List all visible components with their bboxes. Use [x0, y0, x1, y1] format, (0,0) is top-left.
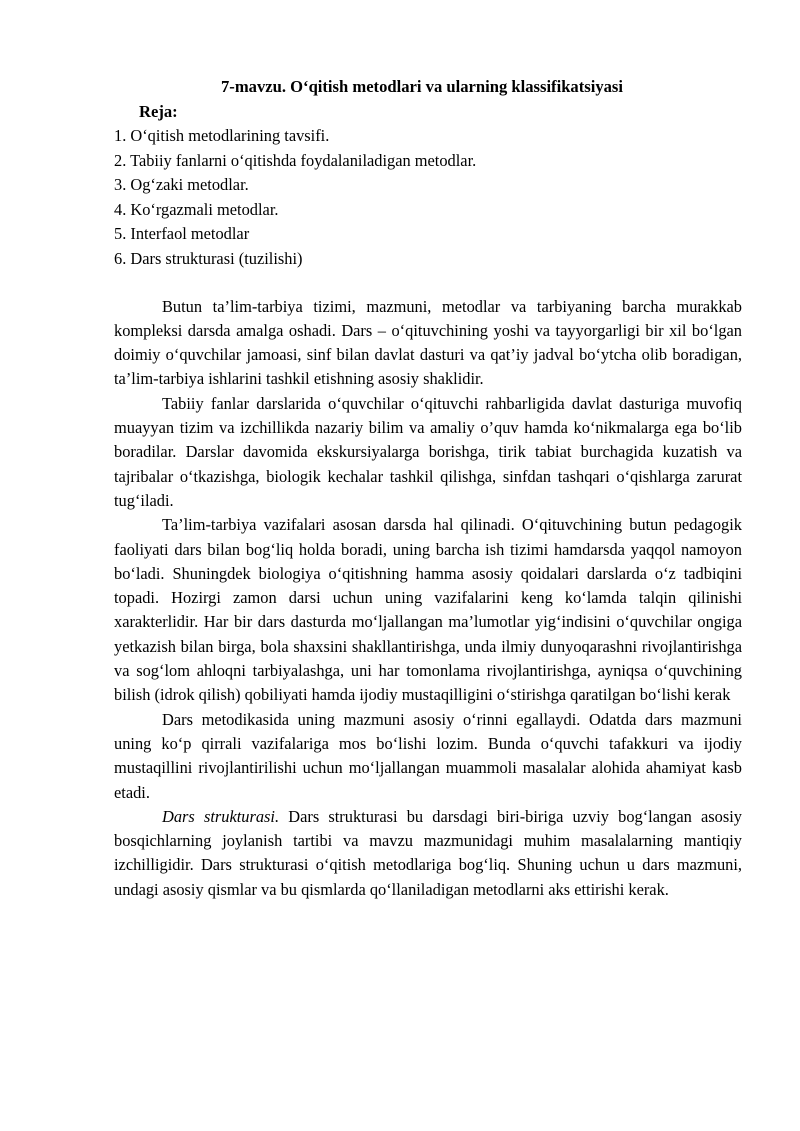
plan-item: 5. Interfaol metodlar [114, 224, 250, 244]
plan-list [114, 124, 742, 272]
plan-item: 2. Tabiiy fanlarni o‘qitishda foydalaniladigan metodlar. [114, 150, 477, 170]
plan-item: 6. Dars strukturasi (tuzilishi) [114, 248, 303, 268]
plan-item: 4. Ko‘rgazmali metodlar. [114, 199, 279, 219]
plan-item: 3. Og‘zaki metodlar. [114, 175, 249, 195]
paragraph-text: Dars strukturasi bu darsdagi biri-biriga uzviy bog‘langan asosiy bosqichlarning joylanish tartibi va mavzu mazmunidagi muhim masalalarning mantiqiy izchilligidir. Dars strukturasi o‘qitish metodlariga bog‘liq. Shuning uchun u dars mazmuni, undagi asosiy qismlar va bu qismlarda qo‘llaniladigan metodlarni aks ettirishi kerak. [114, 806, 742, 899]
document-page [114, 74, 742, 902]
body-paragraph: Dars metodikasida uning mazmuni asosiy o‘rinni egallaydi. Odatda dars mazmuni uning ko‘p qirrali vazifalariga mos bo‘lishi lozim. Bunda o‘quvchi tafakkuri va ijodiy mustaqillini rivojlantirilishi uchun mo‘ljallangan muammoli masalalar alohida ahamiyat kasb etadi. [114, 709, 742, 802]
body-paragraph: Butun ta’lim-tarbiya tizimi, mazmuni, metodlar va tarbiyaning barcha murakkab kompleksi darsda amalga oshadi. Dars – o‘qituvchining yoshi va tayyorgarligi bir xil bo‘lgan doimiy o‘quvchilar jamoasi, sinf bilan davlat dasturi va qat’iy jadval bo‘ytcha olib boradigan, ta’lim-tarbiya ishlarini tashkil etishning asosiy shaklidir. [114, 296, 742, 389]
plan-item: 1. O‘qitish metodlarining tavsifi. [114, 126, 330, 145]
paragraph-lead-term: Dars strukturasi. [162, 806, 280, 826]
body-paragraph: Tabiiy fanlar darslarida o‘quvchilar o‘qituvchi rahbarligida davlat dasturiga muvofiq muayyan tizim va izchillikda nazariy bilim va amaliy o’quv hamda ko‘nikmalarga ega bo‘lib boradilar. Darslar davomida ekskursiyalarga borishga, tirik tabiat burchagida kuzatish va tajribalar o‘tkazishga, biologik kechalar tashkil qilishga, sinfdan tashqari o‘qishlarga zarurat tug‘iladi. [114, 393, 742, 510]
document-title: 7-mavzu. O‘qitish metodlari va ularning klassifikatsiyasi [221, 77, 623, 96]
body-paragraph: Ta’lim-tarbiya vazifalari asosan darsda hal qilinadi. O‘qituvchining butun pedagogik faoliyati dars bilan bog‘liq holda boradi, uning barcha ish tizimi hamdarsda yaqqol namoyon bo‘ladi. Shuningdek biologiya o‘qitishning hamma asosiy qoidalari darslarda o‘z tadbiqini topadi. Hozirgi zamon darsi uchun uning vazifalarini keng ko‘lamda talqin qilinishi xarakterlidir. Har bir dars dasturda mo‘ljallangan ma’lumotlar yig‘indisini o‘quvchilar ongiga yetkazish bilan birga, bola shaxsini shakllantirishga, unda ilmiy dunyoqarashni rivojlantirishga va sog‘lom ahloqni tarbiyalashga, uni har tomonlama rivojlantirishga, ayniqsa o‘quvchining bilish (idrok qilish) qobiliyati hamda ijodiy mustaqilligini o‘stirishga qaratilgan bo‘lishi kerak [114, 515, 742, 705]
section-spacer [114, 272, 742, 295]
body-paragraph-structure [114, 805, 742, 902]
plan-heading: Reja: [139, 102, 178, 121]
